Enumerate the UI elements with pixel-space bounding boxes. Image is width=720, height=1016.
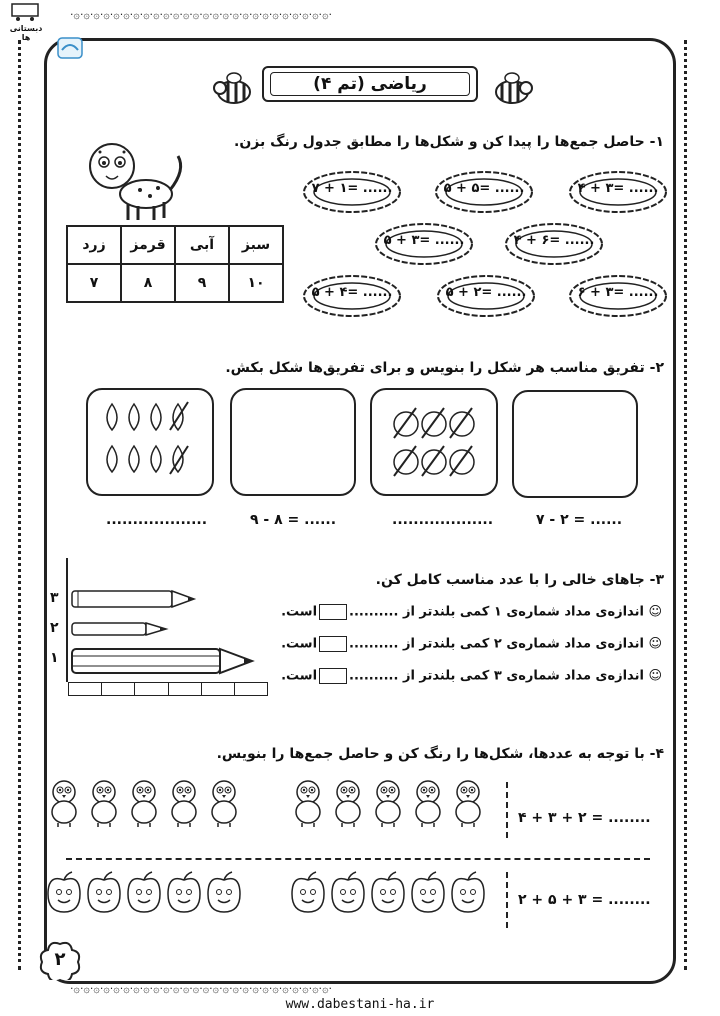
logo-text: دبستانی ها [9,24,43,42]
leopard-illustration [80,138,190,228]
flower-shape[interactable]: ۴ + ۶= ...... [502,220,606,268]
color-table [66,225,284,303]
apple-face-icon[interactable] [166,870,202,918]
pear-picture-box [86,388,214,496]
top-border-dots: ·۞·۞·۞·۞·۞·۞·۞·۞·۞·۞·۞·۞·۞·۞·۞·۞·۞·۞·۞·۞·۞·۞·۞·۞·۞·۞· [70,8,332,21]
chick-icon[interactable] [290,778,326,826]
subtraction-blank[interactable]: ................... [392,512,494,528]
page-number-badge [38,940,82,980]
chick-icon[interactable] [450,778,486,826]
row-separator [66,858,650,860]
addition-equation[interactable]: ۴ + ۳ + ۲ = ........ [518,810,651,826]
table-header: قرمز [121,226,175,264]
apple-face-icon[interactable] [450,870,486,918]
bottom-border-dots: ·۞·۞·۞·۞·۞·۞·۞·۞·۞·۞·۞·۞·۞·۞·۞·۞·۞·۞·۞·۞·۞·۞·۞·۞·۞·۞· [70,982,332,995]
chick-icon[interactable] [330,778,366,826]
axis-line [66,558,68,682]
page-number: ۲ [54,949,66,970]
chick-icon[interactable] [46,778,82,826]
apple-picture-box [370,388,498,496]
subtraction-equation[interactable]: ۹ - ۸ = ...... [250,512,337,528]
chick-icon[interactable] [206,778,242,826]
statement-line[interactable]: ☺ اندازه‌ی مداد شماره‌ی ۳ کمی بلندتر از ..........است. [281,668,662,684]
flower-shape[interactable]: ۵ + ۴= ...... [300,272,404,320]
question-4-prompt: ۴- با توجه به عددها، شکل‌ها را رنگ کن و حاصل جمع‌ها را بنویس. [216,746,664,762]
bee-icon [212,70,254,112]
left-border-dots [18,40,33,970]
column-separator [506,872,508,928]
pencil-2 [70,620,170,642]
smile-icon: ☺ [648,636,662,652]
apple-face-icon[interactable] [290,870,326,918]
bee-icon [492,70,534,112]
drawing-box[interactable] [512,390,638,498]
chick-icon[interactable] [86,778,122,826]
apple-face-icon[interactable] [330,870,366,918]
apple-face-icon[interactable] [410,870,446,918]
table-header: زرد [67,226,121,264]
chick-group [290,778,490,834]
pencil-label: ۱ [50,650,59,666]
question-3-prompt: ۳- جاهای خالی را با عدد مناسب کامل کن. [375,572,664,588]
flower-shape[interactable]: ۶ + ۳= ...... [566,272,670,320]
title-banner [252,60,488,108]
chick-icon[interactable] [166,778,202,826]
pencil-1 [70,646,256,680]
chick-icon[interactable] [370,778,406,826]
apple-group [290,870,490,926]
chick-group [46,778,246,834]
pencil-label: ۲ [50,620,59,636]
table-cell: ۷ [67,264,121,302]
flower-shape[interactable]: ۵ + ۵= ...... [432,168,536,216]
table-header: سبز [229,226,283,264]
apple-face-icon[interactable] [126,870,162,918]
answer-box[interactable] [319,604,347,620]
ruler [68,682,268,696]
flower-shape[interactable]: ۴ + ۳= ...... [566,168,670,216]
smile-icon: ☺ [648,668,662,684]
flower-shape[interactable]: ۵ + ۲= ...... [434,272,538,320]
table-cell: ۸ [121,264,175,302]
answer-box[interactable] [319,636,347,652]
brand-stamp-icon [56,36,84,62]
statement-line[interactable]: ☺ اندازه‌ی مداد شماره‌ی ۱ کمی بلندتر از ..........است. [281,604,662,620]
chick-icon[interactable] [410,778,446,826]
subtraction-blank[interactable]: ................... [106,512,208,528]
statement-line[interactable]: ☺ اندازه‌ی مداد شماره‌ی ۲ کمی بلندتر از ..........است. [281,636,662,652]
flower-shape[interactable]: ۷ + ۱= ...... [300,168,404,216]
drawing-box[interactable] [230,388,356,496]
column-separator [506,782,508,838]
table-cell: ۱۰ [229,264,283,302]
apple-group [46,870,246,926]
chick-icon[interactable] [126,778,162,826]
flower-shape[interactable]: ۵ + ۳= ...... [372,220,476,268]
right-border-dots [684,40,699,970]
apple-face-icon[interactable] [46,870,82,918]
table-cell: ۹ [175,264,229,302]
logo [6,2,46,42]
smile-icon: ☺ [648,604,662,620]
addition-equation[interactable]: ۲ + ۵ + ۳ = ........ [518,892,651,908]
question-2-prompt: ۲- تفریق مناسب هر شکل را بنویس و برای تفریق‌ها شکل بکش. [225,360,664,376]
pencil-label: ۳ [50,590,59,606]
footer-url[interactable]: www.dabestani-ha.ir [285,997,435,1012]
apple-face-icon[interactable] [86,870,122,918]
question-1-prompt: ۱- حاصل جمع‌ها را پیدا کن و شکل‌ها را مطابق جدول رنگ بزن. [234,134,664,150]
page-title: ریاضی (تم ۴) [313,74,427,94]
pencil-3 [70,588,200,614]
apple-face-icon[interactable] [206,870,242,918]
apple-face-icon[interactable] [370,870,406,918]
answer-box[interactable] [319,668,347,684]
subtraction-equation[interactable]: ۷ - ۲ = ...... [536,512,623,528]
table-header: آبی [175,226,229,264]
